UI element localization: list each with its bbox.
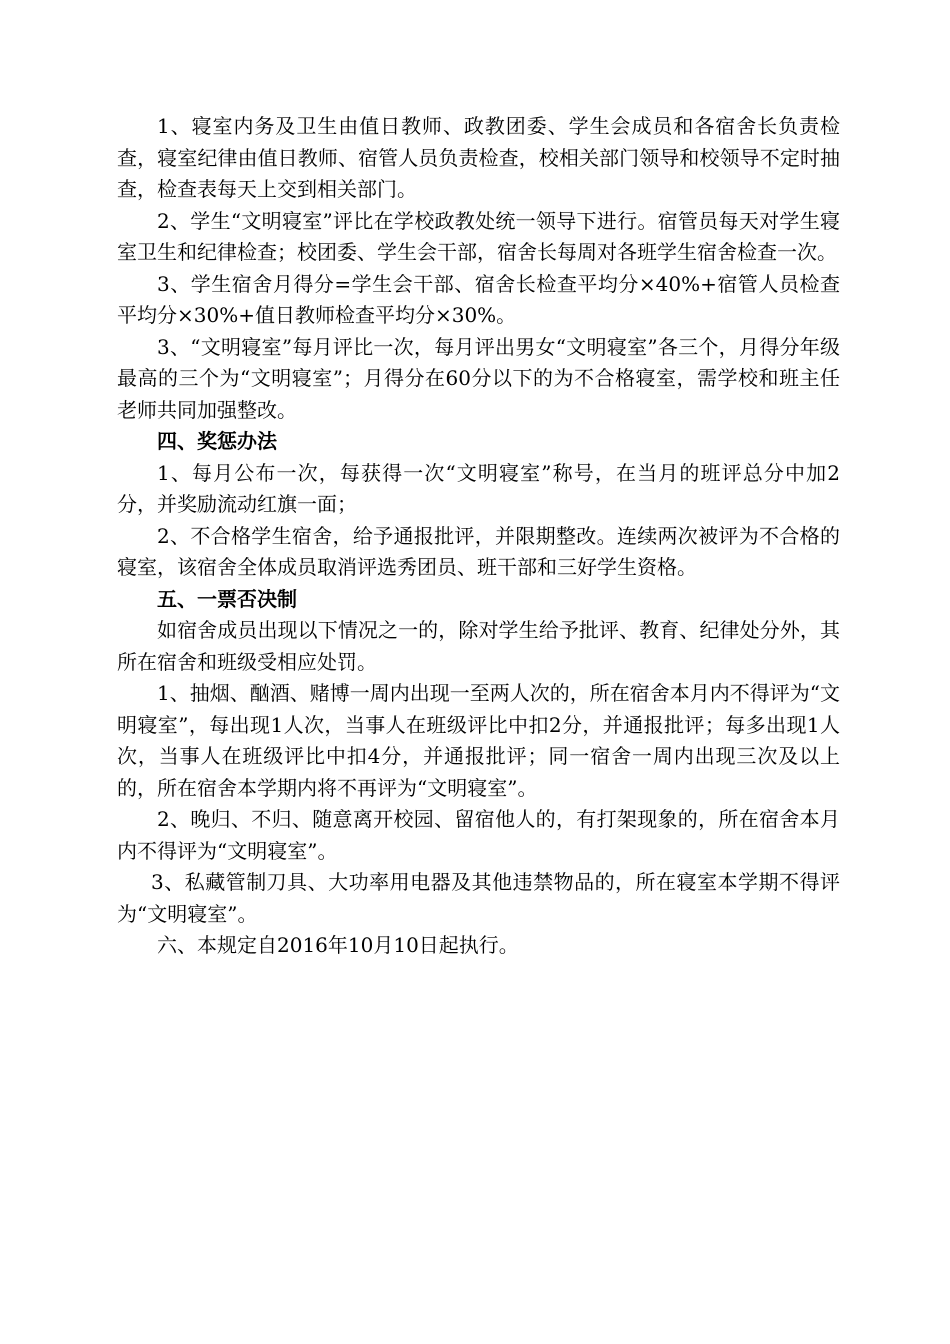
paragraph-penalty-rule: 2、不合格学生宿舍，给予通报批评，并限期整改。连续两次被评为不合格的寝室，该宿舍全体成员取消评选秀团员、班干部和三好学生资格。	[117, 523, 840, 579]
section-heading-rewards: 四、奖惩办法	[157, 429, 277, 453]
paragraph-effective-date: 六、本规定自2016年10月10日起执行。	[157, 933, 519, 957]
paragraph-veto-contraband: 3、私藏管制刀具、大功率用电器及其他违禁物品的，所在寝室本学期不得评为“文明寝室”。	[117, 870, 840, 926]
paragraph-reward-rule: 1、每月公布一次，每获得一次“文明寝室”称号，在当月的班评总分中加2分，并奖励流动红旗一面；	[117, 460, 840, 516]
paragraph-veto-late-return: 2、晚归、不归、随意离开校园、留宿他人的，有打架现象的，所在宿舍本月内不得评为“文明寝室”。	[117, 807, 840, 863]
section-heading-veto: 五、一票否决制	[157, 586, 297, 611]
paragraph-veto-intro: 如宿舍成员出现以下情况之一的，除对学生给予批评、教育、纪律处分外，其所在宿舍和班级受相应处罚。	[117, 618, 840, 674]
paragraph-monthly-score-formula: 3、学生宿舍月得分=学生会干部、宿舍长检查平均分×40%+宿管人员检查平均分×30%+值日教师检查平均分×30%。	[117, 271, 840, 327]
paragraph-inspection-duty: 1、寝室内务及卫生由值日教师、政教团委、学生会成员和各宿舍长负责检查，寝室纪律由值日教师、宿管人员负责检查，校相关部门领导和校领导不定时抽查，检查表每天上交到相关部门。	[117, 114, 840, 201]
paragraph-evaluation-leadership: 2、学生“文明寝室”评比在学校政教处统一领导下进行。宿管员每天对学生寝室卫生和纪律检查；校团委、学生会干部，宿舍长每周对各班学生宿舍检查一次。	[117, 208, 840, 264]
paragraph-monthly-evaluation: 3、“文明寝室”每月评比一次，每月评出男女“文明寝室”各三个，月得分年级最高的三个为“文明寝室”；月得分在60分以下的为不合格寝室，需学校和班主任老师共同加强整改。	[117, 334, 840, 422]
document-body	[117, 111, 840, 962]
paragraph-veto-smoking: 1、抽烟、酗酒、赌博一周内出现一至两人次的，所在宿舍本月内不得评为“文明寝室”，每出现1人次，当事人在班级评比中扣2分，并通报批评；每多出现1人次，当事人在班级评比中扣4分，并通报批评；同一宿舍一周内出现三次及以上的，所在宿舍本学期内将不再评为“文明寝室”。	[117, 681, 840, 800]
